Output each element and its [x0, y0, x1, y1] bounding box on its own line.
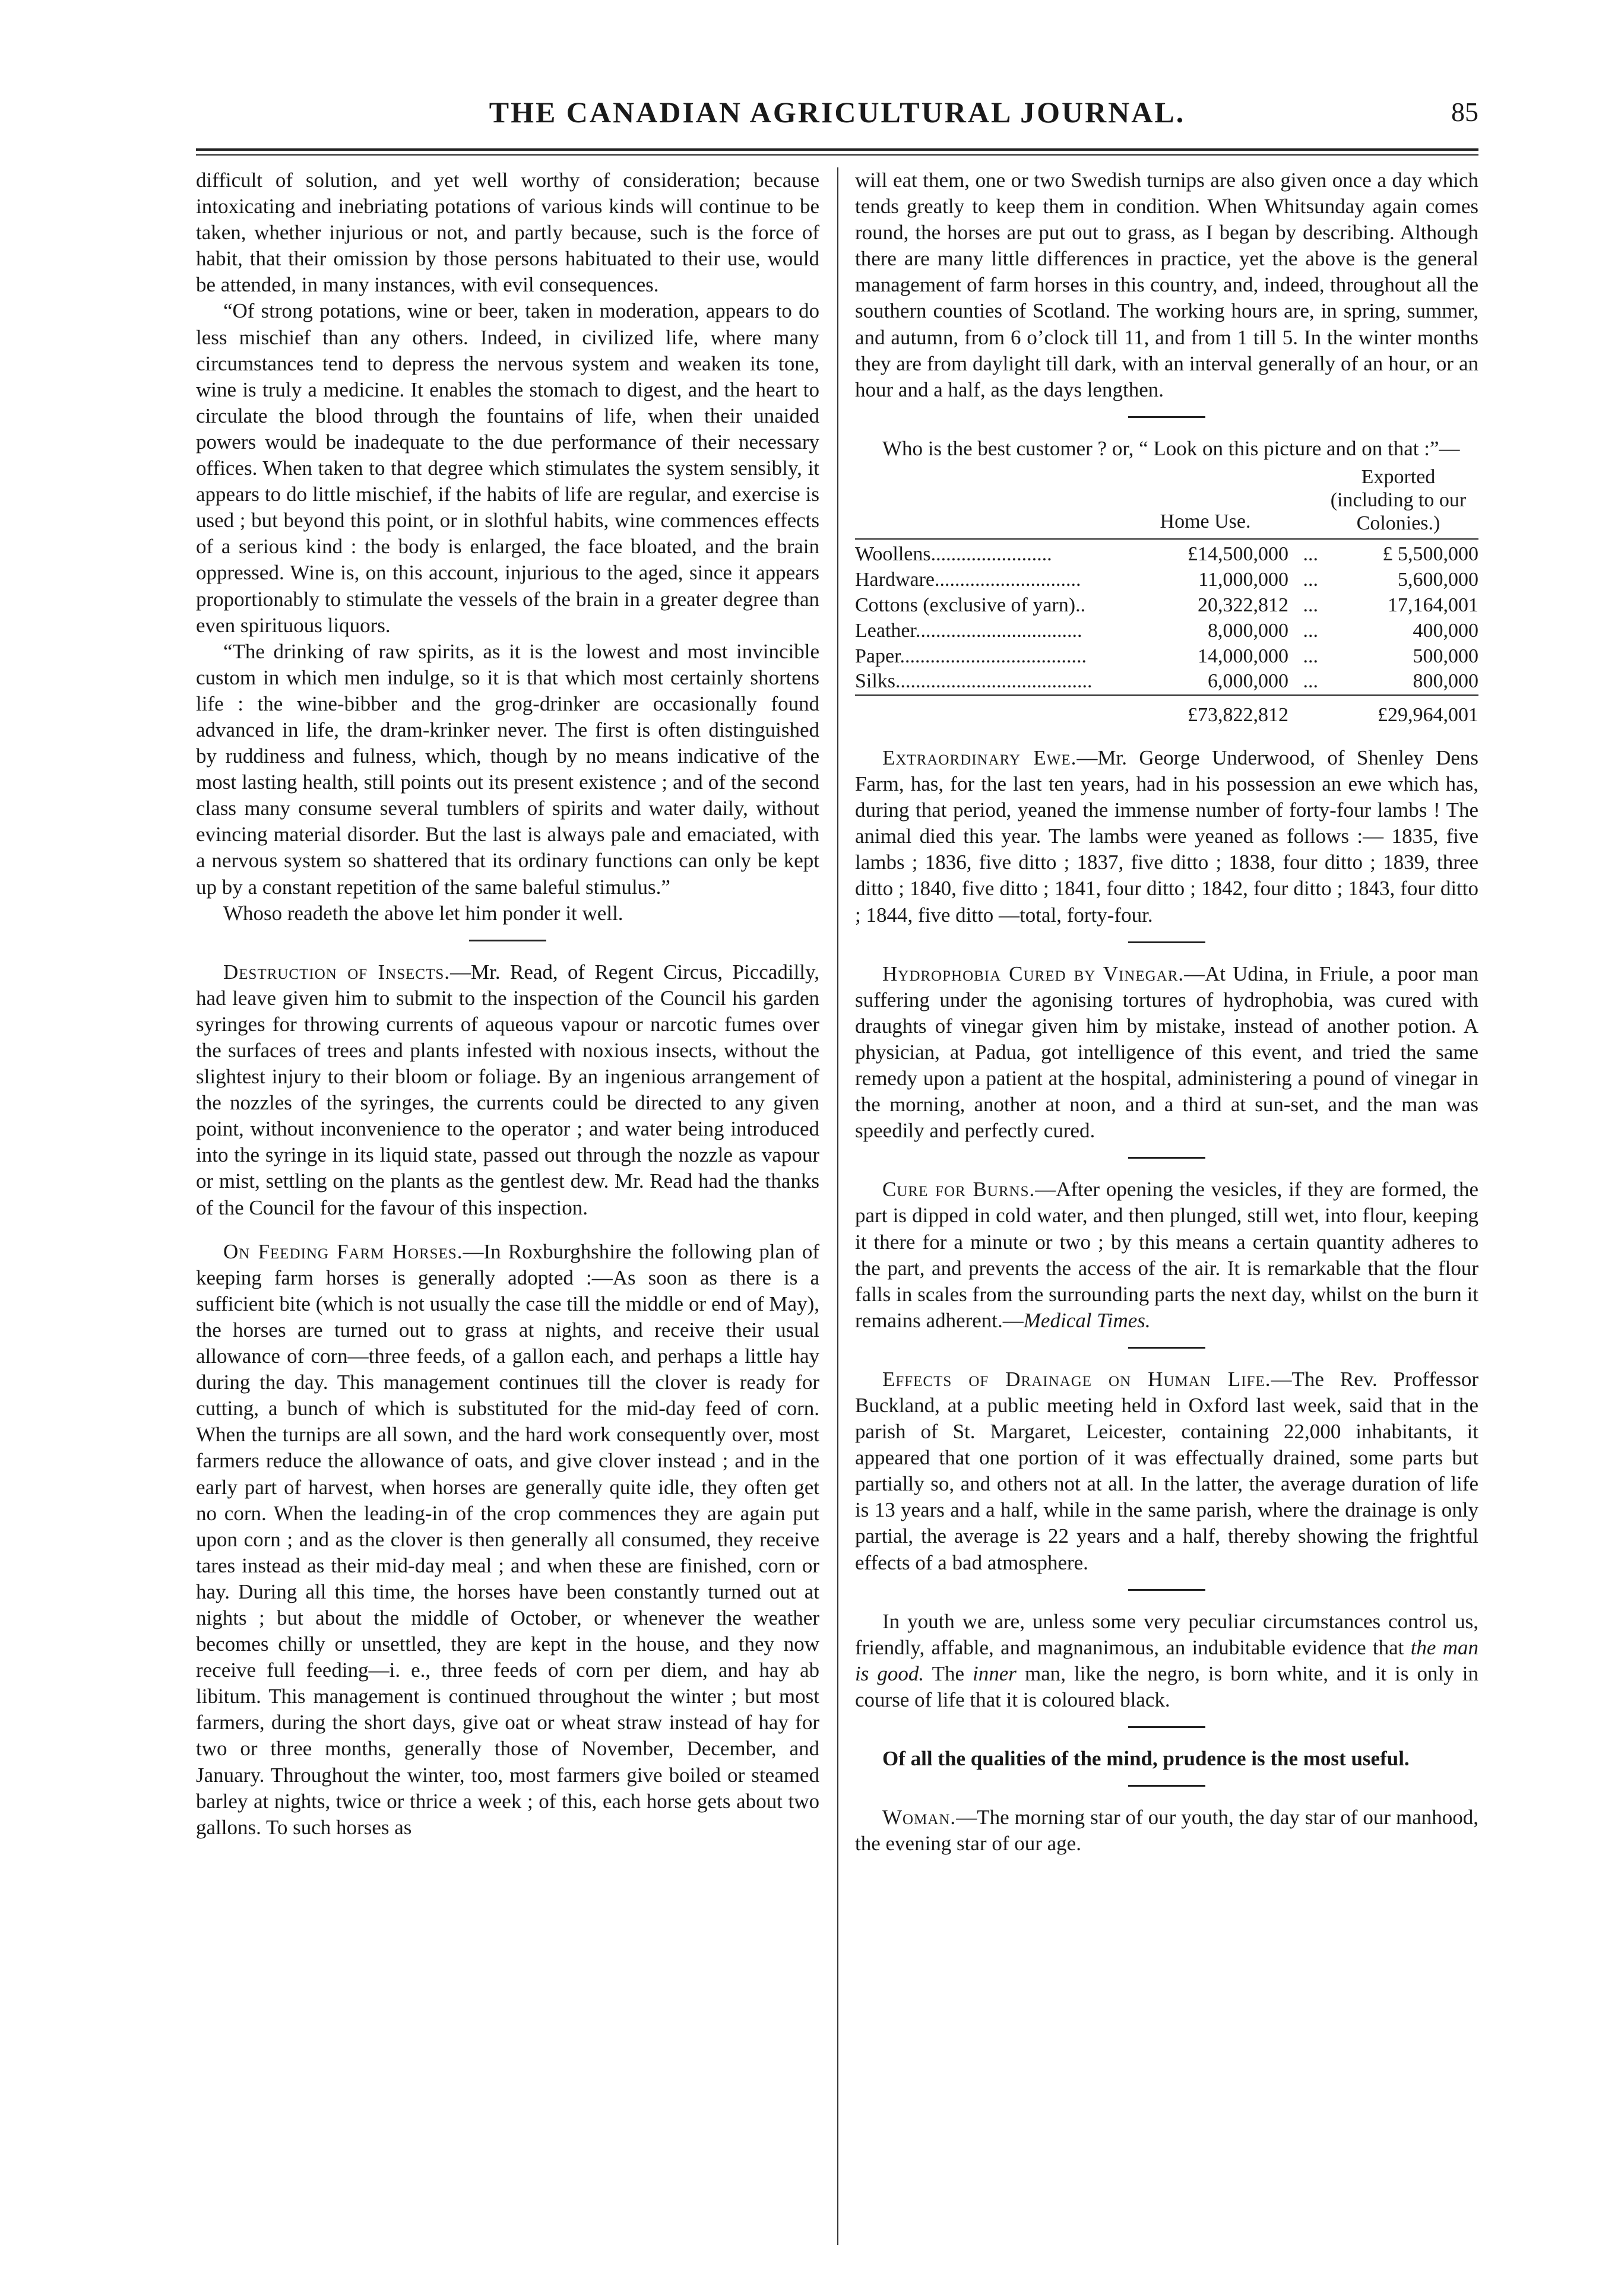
row-home: 6,000,000	[1208, 670, 1288, 693]
article-prudence: Of all the qualities of the mind, prudence is the most useful.	[882, 1747, 1410, 1771]
page-header	[196, 89, 1478, 137]
text-run: man, like the negro, is born white, and it is only in course of life that it is coloured black.	[855, 1661, 1478, 1711]
separator-rule	[1128, 1726, 1205, 1728]
row-sep: ...	[1303, 594, 1318, 616]
article-heading: Hydrophobia Cured by Vinegar.	[882, 962, 1185, 985]
row-home: 8,000,000	[1208, 619, 1288, 642]
row-export: 17,164,001	[1388, 594, 1478, 616]
article-heading: Extraordinary Ewe.	[882, 746, 1077, 770]
row-name: Woollens........................	[855, 539, 1122, 567]
separator-rule	[1128, 416, 1205, 418]
running-title: THE CANADIAN AGRICULTURAL JOURNAL.	[489, 96, 1186, 129]
article-insects	[196, 959, 819, 1221]
article-horses	[196, 1239, 819, 1841]
row-sep: ...	[1288, 539, 1318, 567]
paragraph: difficult of solution, and yet well worthy of consideration; because intoxicating and inebriating potations of various kinds will continue to be taken, whether injurious or not, and partly because, such is the force of habit, that their omission by those persons habituated to their use, would be attended, in many instances, with evil consequences.	[196, 169, 819, 297]
total-export: £29,964,001	[1318, 695, 1478, 728]
row-home: £14,500,000	[1122, 539, 1288, 567]
row-sep: ...	[1303, 670, 1318, 693]
separator-rule	[1128, 1589, 1205, 1591]
paragraph: “The drinking of raw spirits, as it is the lowest and most invincible custom in which men indulge, so it is that which most certainly shortens life : the wine-bibber and the grog-drinker are occasionally found advanced in life, the dram-krinker never. The first is often distinguished by ruddiness and fulness, which, though by no means indicative of the most lasting health, still points out its present existence ; and of the second class many consume several tumblers of spirits and water daily, without evincing material disorder. But the last is always pale and emaciated, with a nervous system so shattered that its ordinary functions can only be kept up by a constant repetition of the same baleful stimulus.”	[196, 639, 819, 899]
row-export: £ 5,500,000	[1318, 539, 1478, 567]
article-burns	[855, 1176, 1478, 1334]
separator-rule	[1128, 1157, 1205, 1159]
table-row	[855, 593, 1478, 619]
article-youth	[855, 1609, 1478, 1713]
table-row	[855, 567, 1478, 593]
row-name: Hardware.............................	[855, 569, 1081, 591]
header-rule	[196, 148, 1478, 156]
left-column	[196, 167, 819, 1841]
article-body: —At Udina, in Friule, a poor man suffering under the agonising tortures of hydrophobia, was cured with draughts of vinegar given him by mistake, instead of another potion. A physician, at Padua, got intelligence of this event, and tried the same remedy upon a patient at the hospital, administering a pound of vinegar in the morning, another at noon, and a third at sun-set, and the man was speedily and perfectly cured.	[855, 962, 1478, 1143]
separator-rule	[1128, 1785, 1205, 1787]
article-body: —Mr. George Underwood, of Shenley Dens Farm, has, for the last ten years, had in his possession an ewe which has, during that period, yeaned the immense number of forty-four lambs ! The animal died this year. The lambs were yeaned as follows :— 1835, five lambs ; 1836, five ditto ; 1837, five ditto ; 1838, four ditto ; 1839, three ditto ; 1840, five ditto ; 1841, four ditto ; 1842, four ditto ; 1843, four ditto ; 1844, five ditto —total, forty-four.	[855, 746, 1478, 927]
text-run: In youth we are, unless some very peculiar circumstances control us, friendly, affable, and magnanimous, an indubitable evidence that	[855, 1609, 1478, 1659]
text-run-italic: inner	[973, 1661, 1017, 1685]
text-run: The	[924, 1661, 973, 1685]
article-ewe	[855, 745, 1478, 928]
total-home: £73,822,812	[1122, 695, 1288, 728]
row-export: 800,000	[1413, 670, 1478, 693]
row-export: 500,000	[1413, 645, 1478, 667]
column-divider	[837, 167, 838, 2245]
col-header-home: Home Use.	[1160, 510, 1251, 533]
text-run-italic: the man is good.	[855, 1635, 1478, 1685]
table-row	[855, 539, 1478, 567]
article-woman	[855, 1805, 1478, 1857]
page-number: 85	[1451, 97, 1478, 127]
row-home: 11,000,000	[1198, 569, 1288, 591]
article-heading: On Feeding Farm Horses.	[223, 1239, 463, 1263]
paragraph: will eat them, one or two Swedish turnips are also given once a day which tends greatly to keep them in condition. When Whitsunday again comes round, the horses are put out to grass, as I began by describing. Although there are many little differences in practice, yet the above is the general management of farm horses in this country, and, indeed, throughout all the southern counties of Scotland. The working hours are, in spring, summer, and autumn, from 6 o’clock till 11, and from 1 till 5. In the winter months they are from daylight till dark, with an interval generally of an hour, or an hour and a half, as the days lengthen.	[855, 169, 1478, 401]
row-export: 5,600,000	[1398, 569, 1478, 591]
article-body: —The morning star of our youth, the day star of our manhood, the evening star of our age.	[855, 1806, 1478, 1856]
row-name: Paper.....................................	[855, 645, 1087, 667]
separator-rule	[1128, 1347, 1205, 1349]
separator-rule	[469, 940, 546, 941]
row-sep: ...	[1303, 619, 1318, 642]
row-name: Leather.................................	[855, 619, 1082, 642]
row-export: 400,000	[1413, 619, 1478, 642]
article-drainage	[855, 1366, 1478, 1576]
article-heading: Effects of Drainage on Human Life.	[882, 1367, 1271, 1391]
row-sep: ...	[1303, 645, 1318, 667]
col-header-export: Exported (including to our Colonies.)	[1330, 465, 1467, 535]
row-home: 14,000,000	[1198, 645, 1288, 667]
article-heading: Cure for Burns.	[882, 1178, 1036, 1201]
article-body: —In Roxburghshire the following plan of keeping farm horses is generally adopted :—As soon as there is a sufficient bite (which is not usually the case till the middle or end of May), the horses are turned out to grass at nights, and receive their usual allowance of corn—three feeds, of a gallon each, and perhaps a little hay during the day. This management continues till the clover is ready for cutting, a bunch of which is substituted for the mid-day feed of corn. When the turnips are all sown, and the hard work consequently over, most farmers reduce the allowance of oats, and give clover instead ; and in the early part of harvest, when horses are generally quite idle, they often get no corn. When the leading-in of the crop commences they are again put upon corn ; and as the clover is then generally all consumed, they receive tares instead as their mid-day meal ; and when these are finished, corn or hay. During all this time, the horses have been constantly turned out at nights ; but about the middle of October, or whenever the weather becomes chilly or unsettled, they are kept in the house, and they now receive full feeding—i. e., three feeds of corn per diem, and hay ab libitum. This management is continued throughout the winter ; but most farmers, during the short days, give oat or wheat straw instead of hay for two or three months, generally those of November, December, and January. Throughout the winter, too, most farmers give boiled or steamed barley at nights, twice or thrice a week ; of this, each horse gets about two gallons. To such horses as	[196, 1239, 819, 1839]
article-source: Medical Times.	[1023, 1308, 1151, 1332]
paragraph: Whoso readeth the above let him ponder it well.	[223, 901, 623, 925]
right-column	[855, 167, 1478, 1857]
trade-table	[855, 465, 1478, 728]
article-body: —The Rev. Proffessor Buckland, at a public meeting held in Oxford last week, said that in the parish of St. Margaret, Leicester, containing 22,000 inhabitants, it appeared that one portion of it was effectually drained, some parts but partially so, and others not at all. In the latter, the average duration of life is 13 years and a half, while in the same parish, where the drainage is only partial, the average is 22 years and a half, thereby showing the frightful effects of a bad atmosphere.	[855, 1367, 1478, 1574]
article-body: —Mr. Read, of Regent Circus, Piccadilly, had leave given him to submit to the inspection of the Council his garden syringes for throwing currents of aqueous vapour or narcotic fumes over the surfaces of trees and plants infested with noxious insects, without the slightest injury to their bloom or foliage. By an ingenious arrangement of the nozzles of the syringes, the currents could be directed to any given point, without inconvenience to the operator ; and water being introduced into the syringe in its liquid state, passed out through the nozzle as vapour or mist, settling on the plants as the gentlest dew. Mr. Read had the thanks of the Council for the favour of this inspection.	[196, 960, 819, 1219]
article-hydrophobia	[855, 961, 1478, 1144]
article-heading: Destruction of Insects.	[223, 960, 451, 984]
separator-rule	[1128, 941, 1205, 943]
table-total-row	[855, 695, 1478, 728]
article-body: —After opening the vesicles, if they are formed, the part is dipped in cold water, and then plunged, still wet, into flour, keeping it there for a minute or two ; by this means a certain quantity adheres to the part, and prevents the access of the air. It is remarkable that the flour falls in scales from the surrounding parts the next day, whilst on the burn it remains adherent.—	[855, 1178, 1478, 1332]
table-row	[855, 669, 1478, 695]
paragraph: Who is the best customer ? or, “ Look on this picture and on that :”—	[882, 436, 1460, 460]
row-sep: ...	[1303, 569, 1318, 591]
paragraph: “Of strong potations, wine or beer, taken in moderation, appears to do less mischief than any others. Indeed, in civilized life, where many circumstances tend to depress the nervous system and weaken its tone, wine is truly a medicine. It enables the stomach to digest, and the heart to circulate the blood through the fountains of life, when their unaided powers would be inadequate to the due performance of their necessary offices. When taken to that degree which stimulates the system sensibly, it appears to do little mischief, if the habits of life are regular, and exercise is used ; but beyond this point, or in slothful habits, wine commences effects of a serious kind : the body is enlarged, the face bloated, and the brain oppressed. Wine is, on this account, injurious to the aged, since it appears proportionably to stimulate the vessels of the brain in a greater degree than even spirituous liquors.	[196, 299, 819, 637]
row-home: 20,322,812	[1198, 594, 1288, 616]
row-name: Silks.......................................	[855, 670, 1093, 693]
row-name: Cottons (exclusive of yarn)..	[855, 594, 1086, 616]
article-heading: Woman.	[882, 1806, 957, 1829]
table-row	[855, 644, 1478, 670]
table-row	[855, 619, 1478, 644]
